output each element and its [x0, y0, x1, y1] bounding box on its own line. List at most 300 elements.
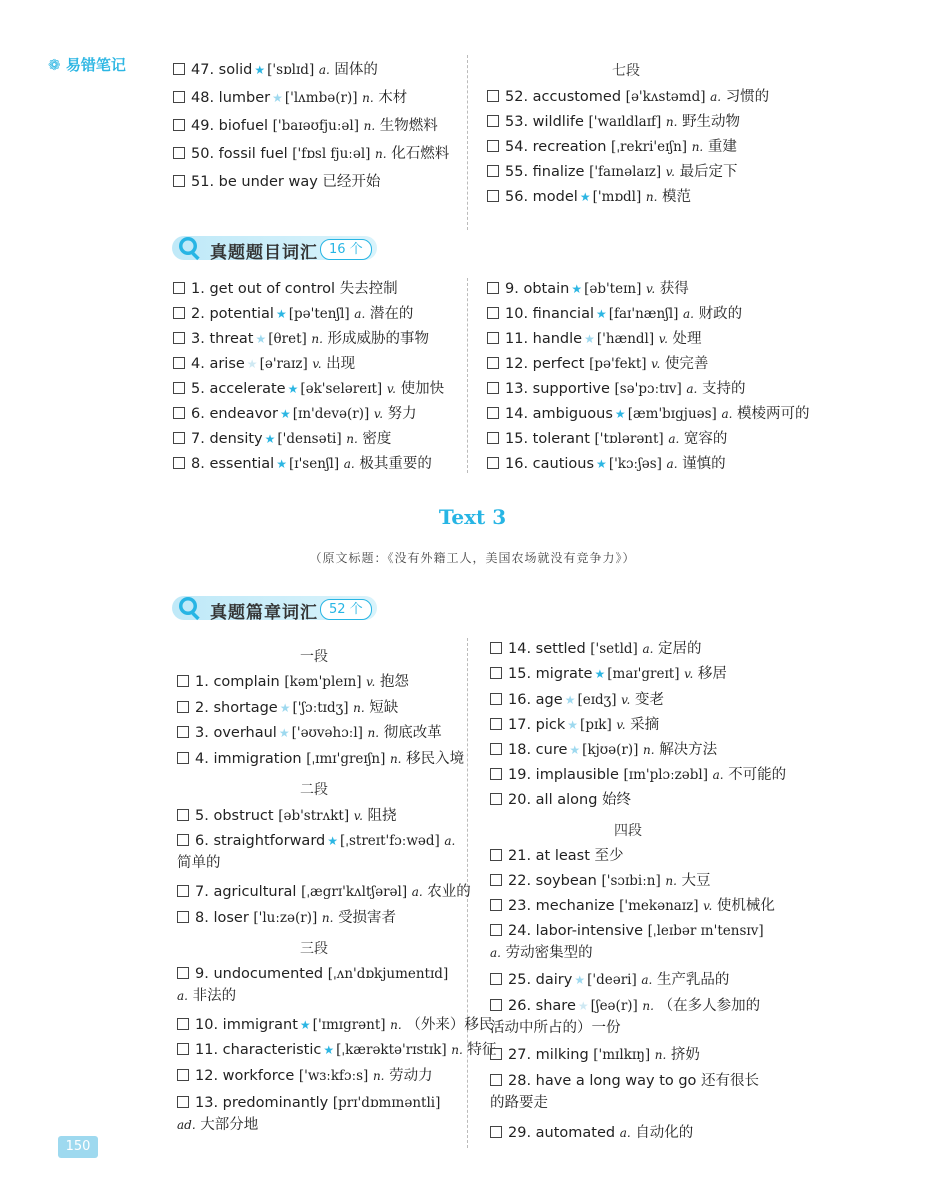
chinese-meaning: 谨慎的 — [682, 456, 726, 472]
checkbox-icon — [173, 432, 185, 444]
vocab-word: 9. obtain — [505, 281, 570, 297]
checkbox-icon — [487, 282, 499, 294]
part-of-speech: n. — [375, 147, 387, 161]
phonetic: [ɪm'plɔːzəbl] — [623, 767, 708, 783]
vocab-entry — [177, 907, 396, 929]
vocab-entry — [173, 453, 432, 475]
checkbox-icon — [177, 1043, 189, 1055]
vocab-entry — [487, 403, 810, 425]
chinese-meaning: 特征 — [467, 1042, 497, 1058]
vocab-entry — [173, 87, 407, 109]
vocab-word: 16. cautious — [505, 456, 595, 472]
chinese-meaning: 移居 — [697, 666, 727, 682]
checkbox-icon — [177, 967, 189, 979]
part-of-speech: a. — [444, 834, 456, 848]
vocab-entry — [490, 1044, 700, 1066]
checkbox-icon — [490, 1048, 502, 1060]
part-of-speech: a. — [411, 885, 423, 899]
star-icon: ★ — [279, 407, 291, 421]
chinese-meaning: 模范 — [662, 189, 692, 205]
chinese-meaning: 自动化的 — [635, 1125, 694, 1141]
part-of-speech: n. — [353, 701, 365, 715]
chinese-meaning: 至少 — [594, 848, 624, 864]
vocab-entry — [490, 895, 775, 917]
vocab-entry — [487, 111, 740, 133]
checkbox-icon — [490, 768, 502, 780]
part-of-speech: n. — [389, 752, 402, 766]
vocab-entry — [177, 830, 457, 874]
phonetic: [pə'fekt] — [589, 356, 647, 372]
part-of-speech: a. — [490, 946, 501, 960]
vocab-entry — [173, 59, 378, 81]
chinese-meaning: 农业的 — [427, 884, 471, 900]
vocab-word: 15. migrate — [508, 666, 593, 682]
vocab-entry — [490, 689, 664, 711]
star-icon: ★ — [246, 357, 258, 371]
phonetic: [θret] — [268, 331, 307, 347]
checkbox-icon — [173, 282, 185, 294]
phonetic: ['setld] — [590, 641, 638, 657]
checkbox-icon — [177, 1018, 189, 1030]
vocab-word: 49. biofuel — [191, 118, 269, 134]
chinese-meaning: 大豆 — [681, 873, 711, 889]
checkbox-icon — [177, 1069, 189, 1081]
chinese-meaning: 努力 — [387, 406, 417, 422]
vocab-word: 4. arise — [191, 356, 245, 372]
vocab-word: 6. endeavor — [191, 406, 278, 422]
phonetic: [ə'kʌstəmd] — [625, 89, 706, 105]
vocab-entry — [173, 143, 449, 165]
vocab-word: 2. shortage — [195, 700, 278, 716]
part-of-speech: a. — [354, 307, 366, 321]
vocab-entry — [490, 714, 659, 736]
vocab-entry — [487, 453, 726, 475]
para-heading-1: 一段 — [300, 649, 328, 665]
vocab-word: 13. supportive — [505, 381, 610, 397]
vocab-word: 47. solid — [191, 62, 253, 78]
vocab-word: 7. density — [191, 431, 263, 447]
brand-logo — [48, 54, 126, 75]
star-icon: ★ — [594, 667, 606, 681]
vocab-entry — [490, 1070, 770, 1114]
chinese-meaning: 劳动力 — [389, 1068, 433, 1084]
part-of-speech: n. — [311, 332, 323, 346]
part-of-speech: v. — [658, 332, 668, 346]
part-of-speech: a. — [710, 90, 722, 104]
checkbox-icon — [490, 899, 502, 911]
checkbox-icon — [173, 357, 185, 369]
vocab-word: 8. essential — [191, 456, 275, 472]
para-heading-7: 七段 — [612, 63, 640, 79]
star-icon: ★ — [276, 457, 287, 471]
chinese-meaning: 支持的 — [701, 381, 746, 397]
part-of-speech: a. — [721, 407, 733, 421]
chinese-meaning: 短缺 — [369, 700, 399, 716]
vocab-entry — [490, 845, 624, 867]
vocab-word: 12. perfect — [505, 356, 585, 372]
checkbox-icon — [490, 924, 502, 936]
star-icon: ★ — [264, 432, 276, 446]
chinese-meaning: 财政的 — [698, 306, 743, 322]
chinese-meaning: 使完善 — [664, 356, 709, 372]
checkbox-icon — [490, 793, 502, 805]
checkbox-icon — [173, 91, 185, 103]
chinese-meaning: 宽容的 — [683, 431, 728, 447]
banner-count: 52 个 — [320, 599, 372, 620]
star-icon: ★ — [323, 1043, 335, 1057]
checkbox-icon — [177, 675, 189, 687]
chinese-meaning: 变老 — [634, 692, 664, 708]
part-of-speech: n. — [362, 91, 374, 105]
vocab-word: 1. complain — [195, 674, 280, 690]
page-number: 150 — [58, 1136, 98, 1158]
checkbox-icon — [173, 63, 185, 75]
vocab-entry — [487, 136, 737, 158]
part-of-speech: v. — [665, 165, 675, 179]
checkbox-icon — [173, 175, 185, 187]
star-icon: ★ — [327, 834, 338, 848]
part-of-speech: n. — [645, 190, 658, 204]
chinese-meaning: 极其重要的 — [359, 456, 432, 472]
vocab-word: 3. threat — [191, 331, 254, 347]
column-divider — [467, 55, 468, 230]
chinese-meaning: 生产乳品的 — [656, 972, 730, 988]
phonetic: [ə'raɪz] — [259, 356, 308, 372]
chinese-meaning: 移民入境 — [406, 751, 465, 767]
phonetic: ['ɪmɪgrənt] — [312, 1017, 386, 1033]
part-of-speech: n. — [451, 1043, 463, 1057]
checkbox-icon — [173, 307, 185, 319]
checkbox-icon — [173, 147, 185, 159]
part-of-speech: v. — [646, 282, 656, 296]
checkbox-icon — [487, 165, 499, 177]
checkbox-icon — [487, 90, 499, 102]
phonetic: [ˌstreɪt'fɔːwəd] — [340, 833, 440, 849]
checkbox-icon — [490, 999, 502, 1011]
vocab-word: 25. dairy — [508, 972, 573, 988]
vocab-entry — [173, 428, 391, 450]
chinese-meaning: 失去控制 — [339, 281, 398, 297]
checkbox-icon — [490, 973, 502, 985]
phonetic: [ɪ'senʃl] — [288, 456, 340, 472]
phonetic: ['waɪldlaɪf] — [588, 114, 662, 130]
banner-title: 真题题目词汇 — [210, 243, 318, 263]
vocab-word: 28. have a long way to go — [508, 1073, 697, 1089]
star-icon: ★ — [584, 332, 595, 346]
phonetic: [əb'strʌkt] — [278, 808, 350, 824]
checkbox-icon — [177, 726, 189, 738]
vocab-entry — [490, 969, 729, 991]
checkbox-icon — [173, 119, 185, 131]
part-of-speech: v. — [312, 357, 322, 371]
vocab-entry — [177, 1092, 457, 1136]
checkbox-icon — [490, 1126, 502, 1138]
vocab-word: 21. at least — [508, 848, 590, 864]
vocab-word: 17. pick — [508, 717, 566, 733]
vocab-entry — [173, 353, 355, 375]
part-of-speech: v. — [366, 675, 376, 689]
checkbox-icon — [173, 332, 185, 344]
vocab-word: 4. immigration — [195, 751, 302, 767]
vocab-entry — [173, 115, 438, 137]
part-of-speech: a. — [641, 973, 653, 987]
phonetic: ['fɒsl fjuːəl] — [292, 146, 371, 162]
chinese-meaning: 使加快 — [400, 381, 445, 397]
phonetic: ['kɔːʃəs] — [608, 456, 662, 472]
phonetic: [kəm'pleɪn] — [284, 674, 362, 690]
star-icon: ★ — [299, 1018, 311, 1032]
magnifier-icon — [176, 594, 204, 622]
part-of-speech: a. — [619, 1126, 631, 1140]
checkbox-icon — [177, 809, 189, 821]
checkbox-icon — [490, 743, 502, 755]
vocab-word: 27. milking — [508, 1047, 589, 1063]
chinese-meaning: 大部分地 — [200, 1117, 259, 1133]
vocab-word: 11. handle — [505, 331, 583, 347]
vocab-word: 15. tolerant — [505, 431, 590, 447]
phonetic: [æm'bɪgjuəs] — [627, 406, 717, 422]
phonetic: ['sɒlɪd] — [267, 62, 315, 78]
phonetic: [ɪn'devə(r)] — [292, 406, 370, 422]
logo-text: 易错笔记 — [65, 56, 126, 74]
vocab-word: 5. obstruct — [195, 808, 274, 824]
checkbox-icon — [490, 642, 502, 654]
checkbox-icon — [490, 1074, 502, 1086]
vocab-word: 56. model — [505, 189, 578, 205]
checkbox-icon — [487, 190, 499, 202]
chinese-meaning: 使机械化 — [716, 898, 775, 914]
vocab-entry — [177, 881, 471, 903]
vocab-entry — [490, 739, 717, 761]
vocab-entry — [487, 428, 727, 450]
star-icon: ★ — [595, 307, 607, 321]
vocab-word: 20. all along — [508, 792, 598, 808]
chinese-meaning: 生物燃料 — [379, 118, 438, 134]
vocab-word: 9. undocumented — [195, 966, 324, 982]
phonetic: [ˌægrɪ'kʌltʃərəl] — [301, 884, 408, 900]
part-of-speech: n. — [665, 874, 677, 888]
vocab-word: 8. loser — [195, 910, 249, 926]
para-heading-4: 四段 — [614, 823, 642, 839]
vocab-entry — [177, 697, 398, 719]
phonetic: ['hændl] — [596, 331, 655, 347]
chinese-meaning: 最后定下 — [679, 164, 738, 180]
checkbox-icon — [173, 382, 185, 394]
part-of-speech: v. — [684, 667, 694, 681]
phonetic: ['lʌmbə(r)] — [284, 90, 358, 106]
checkbox-icon — [487, 140, 499, 152]
checkbox-icon — [490, 849, 502, 861]
phonetic: [ˌleɪbər ɪn'tensɪv] — [647, 923, 764, 939]
star-icon: ★ — [287, 382, 299, 396]
checkbox-icon — [177, 752, 189, 764]
vocab-word: 18. cure — [508, 742, 568, 758]
vocab-entry — [490, 789, 631, 811]
vocab-entry — [173, 378, 444, 400]
part-of-speech: v. — [621, 693, 631, 707]
part-of-speech: a. — [177, 989, 188, 1003]
phonetic: [prɪ'dɒmɪnəntli] — [332, 1095, 441, 1111]
vocab-entry — [173, 278, 398, 300]
checkbox-icon — [487, 357, 499, 369]
star-icon: ★ — [564, 693, 576, 707]
vocab-entry — [490, 920, 770, 964]
part-of-speech: n. — [691, 140, 704, 154]
part-of-speech: a. — [686, 382, 698, 396]
part-of-speech: v. — [386, 382, 396, 396]
chinese-meaning: 还有很长的路要走 — [490, 1073, 760, 1111]
checkbox-icon — [490, 718, 502, 730]
vocab-entry — [490, 764, 786, 786]
star-icon: ★ — [275, 307, 287, 321]
vocab-entry — [487, 353, 708, 375]
chinese-meaning: 定居的 — [658, 641, 702, 657]
column-divider — [467, 278, 468, 473]
checkbox-icon — [487, 332, 499, 344]
phonetic: ['wɜːkfɔːs] — [298, 1068, 369, 1084]
chinese-meaning: 已经开始 — [322, 174, 381, 190]
vocab-word: 2. potential — [191, 306, 274, 322]
vocab-word: 50. fossil fuel — [191, 146, 288, 162]
vocab-entry — [177, 748, 464, 770]
part-of-speech: a. — [712, 768, 724, 782]
vocab-word: 1. get out of control — [191, 281, 336, 297]
chinese-meaning: 不可能的 — [728, 767, 787, 783]
checkbox-icon — [490, 667, 502, 679]
section-banner-questions — [172, 236, 382, 262]
phonetic: [faɪ'nænʃl] — [608, 306, 679, 322]
checkbox-icon — [173, 407, 185, 419]
part-of-speech: v. — [616, 718, 626, 732]
vocab-entry — [177, 1014, 493, 1036]
vocab-entry — [173, 171, 380, 193]
chinese-meaning: 习惯的 — [725, 89, 770, 105]
vocab-word: 51. be under way — [191, 174, 318, 190]
star-icon: ★ — [577, 999, 589, 1013]
vocab-word: 22. soybean — [508, 873, 597, 889]
part-of-speech: v. — [651, 357, 661, 371]
para-heading-2: 二段 — [300, 782, 328, 798]
vocab-word: 5. accelerate — [191, 381, 286, 397]
vocab-word: 3. overhaul — [195, 725, 277, 741]
vocab-word: 19. implausible — [508, 767, 619, 783]
checkbox-icon — [177, 911, 189, 923]
phonetic: ['faɪnəlaɪz] — [589, 164, 662, 180]
vocab-word: 14. settled — [508, 641, 586, 657]
part-of-speech: n. — [346, 432, 358, 446]
vocab-entry — [487, 186, 691, 208]
chinese-meaning: 简单的 — [177, 855, 221, 871]
vocab-word: 12. workforce — [195, 1068, 295, 1084]
star-icon: ★ — [571, 282, 583, 296]
vocab-entry — [487, 328, 702, 350]
part-of-speech: a. — [683, 307, 694, 321]
vocab-word: 23. mechanize — [508, 898, 615, 914]
vocab-entry — [490, 663, 727, 685]
chinese-meaning: 化石燃料 — [391, 146, 450, 162]
star-icon: ★ — [614, 407, 626, 421]
vocab-entry — [487, 378, 745, 400]
checkbox-icon — [487, 382, 499, 394]
phonetic: [ˌrekri'eɪʃn] — [611, 139, 688, 155]
chinese-meaning: 野生动物 — [682, 114, 741, 130]
phonetic: ['mɪlkɪŋ] — [593, 1047, 651, 1063]
vocab-entry — [173, 403, 417, 425]
chinese-meaning: 潜在的 — [369, 306, 414, 322]
phonetic: ['mɒdl] — [592, 189, 642, 205]
phonetic: [maɪ'greɪt] — [607, 666, 680, 682]
vocab-word: 10. financial — [505, 306, 594, 322]
part-of-speech: n. — [643, 743, 655, 757]
vocab-entry — [177, 722, 442, 744]
chinese-meaning: 获得 — [659, 281, 689, 297]
part-of-speech: n. — [654, 1048, 667, 1062]
phonetic: [eɪdʒ] — [577, 692, 617, 708]
vocab-entry — [177, 1039, 496, 1061]
phonetic: ['luːzə(r)] — [253, 910, 318, 926]
phonetic: ['ʃɔːtɪdʒ] — [292, 700, 349, 716]
star-icon: ★ — [567, 718, 579, 732]
para-heading-3: 三段 — [300, 941, 328, 957]
vocab-word: 55. finalize — [505, 164, 585, 180]
vocab-word: 26. share — [508, 998, 576, 1014]
chinese-meaning: 固体的 — [334, 62, 378, 78]
vocab-entry — [177, 1065, 433, 1087]
part-of-speech: a. — [642, 642, 654, 656]
chinese-meaning: 采摘 — [630, 717, 660, 733]
vocab-entry — [490, 995, 770, 1039]
vocab-entry — [487, 303, 742, 325]
vocab-word: 11. characteristic — [195, 1042, 322, 1058]
chinese-meaning: 阻挠 — [367, 808, 397, 824]
part-of-speech: ad. — [177, 1118, 196, 1132]
part-of-speech: n. — [390, 1018, 402, 1032]
chinese-meaning: 挤奶 — [670, 1047, 700, 1063]
banner-count: 16 个 — [320, 239, 372, 260]
part-of-speech: n. — [367, 726, 380, 740]
part-of-speech: n. — [363, 119, 376, 133]
chinese-meaning: （外来）移民 — [406, 1017, 494, 1033]
phonetic: ['densəti] — [277, 431, 342, 447]
phonetic: ['baɪəʊfjuːəl] — [272, 118, 359, 134]
vocab-word: 6. straightforward — [195, 833, 326, 849]
part-of-speech: a. — [318, 63, 330, 77]
checkbox-icon — [490, 693, 502, 705]
chinese-meaning: 重建 — [707, 139, 737, 155]
section-banner-passage — [172, 596, 382, 622]
checkbox-icon — [487, 457, 499, 469]
part-of-speech: v. — [353, 809, 363, 823]
vocab-entry — [487, 86, 769, 108]
part-of-speech: n. — [665, 115, 678, 129]
vocab-entry — [487, 161, 738, 183]
chinese-meaning: 非法的 — [192, 988, 237, 1004]
vocab-word: 52. accustomed — [505, 89, 622, 105]
star-icon: ★ — [574, 973, 586, 987]
vocab-entry — [177, 805, 397, 827]
checkbox-icon — [487, 115, 499, 127]
vocab-word: 7. agricultural — [195, 884, 297, 900]
star-icon: ★ — [255, 332, 267, 346]
logo-icon: ❁ — [48, 56, 61, 74]
vocab-word: 48. lumber — [191, 90, 271, 106]
phonetic: [ˌɪmɪ'greɪʃn] — [306, 751, 386, 767]
phonetic: [ək'seləreɪt] — [300, 381, 383, 397]
phonetic: [sə'pɔːtɪv] — [614, 381, 682, 397]
checkbox-icon — [487, 432, 499, 444]
text-title: Text 3 — [438, 505, 507, 529]
phonetic: [ˌkærəktə'rɪstɪk] — [336, 1042, 447, 1058]
